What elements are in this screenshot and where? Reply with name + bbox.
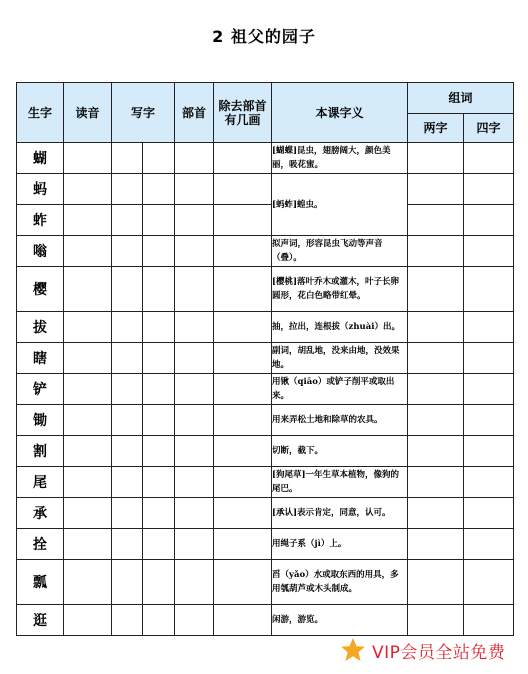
cell-stroke-count[interactable] [214, 529, 272, 560]
cell-stroke-count[interactable] [214, 467, 272, 498]
header-sizi: 四字 [464, 114, 514, 143]
cell-radical[interactable] [175, 267, 214, 312]
cell-writing-2[interactable] [143, 267, 175, 312]
cell-definition: 闲游，游览。 [272, 605, 408, 636]
cell-stroke-count[interactable] [214, 312, 272, 343]
cell-two-char-word[interactable] [408, 467, 464, 498]
cell-radical[interactable] [175, 467, 214, 498]
cell-writing-2[interactable] [143, 174, 175, 205]
cell-four-char-word[interactable] [464, 343, 514, 374]
cell-two-char-word[interactable] [408, 143, 464, 174]
table-row [17, 498, 514, 529]
cell-four-char-word[interactable] [464, 174, 514, 205]
cell-writing-2[interactable] [143, 343, 175, 374]
cell-writing-2[interactable] [143, 560, 175, 605]
cell-writing-2[interactable] [143, 312, 175, 343]
cell-reading[interactable] [64, 205, 112, 236]
cell-radical[interactable] [175, 205, 214, 236]
cell-stroke-count[interactable] [214, 560, 272, 605]
cell-reading[interactable] [64, 312, 112, 343]
cell-writing-1[interactable] [112, 267, 143, 312]
table-row [17, 267, 514, 312]
cell-stroke-count[interactable] [214, 205, 272, 236]
header-chuqu: 除去部首有几画 [214, 83, 272, 143]
cell-character: 蚂 [17, 174, 64, 205]
table-row [17, 312, 514, 343]
cell-character: 蚱 [17, 205, 64, 236]
cell-reading[interactable] [64, 236, 112, 267]
header-xiezi: 写字 [112, 83, 175, 143]
vip-watermark [340, 634, 528, 666]
cell-four-char-word[interactable] [464, 498, 514, 529]
cell-character: 瓢 [17, 560, 64, 605]
table-row [17, 343, 514, 374]
cell-four-char-word[interactable] [464, 267, 514, 312]
cell-two-char-word[interactable] [408, 174, 464, 205]
cell-character: 铲 [17, 374, 64, 405]
cell-two-char-word[interactable] [408, 405, 464, 436]
cell-writing-2[interactable] [143, 436, 175, 467]
cell-two-char-word[interactable] [408, 343, 464, 374]
cell-writing-1[interactable] [112, 498, 143, 529]
cell-character: 尾 [17, 467, 64, 498]
cell-stroke-count[interactable] [214, 374, 272, 405]
header-shengzi: 生字 [17, 83, 64, 143]
table-row [17, 405, 514, 436]
cell-stroke-count[interactable] [214, 236, 272, 267]
cell-definition: [蝴蝶]昆虫，翅膀阔大，颜色美丽，吸花蜜。 [272, 143, 408, 174]
cell-reading[interactable] [64, 498, 112, 529]
cell-writing-2[interactable] [143, 467, 175, 498]
cell-character: 逛 [17, 605, 64, 636]
cell-two-char-word[interactable] [408, 267, 464, 312]
cell-stroke-count[interactable] [214, 174, 272, 205]
table-row [17, 529, 514, 560]
cell-four-char-word[interactable] [464, 143, 514, 174]
vocabulary-table [16, 82, 514, 636]
cell-writing-2[interactable] [143, 498, 175, 529]
cell-writing-2[interactable] [143, 529, 175, 560]
cell-writing-2[interactable] [143, 143, 175, 174]
cell-character: 割 [17, 436, 64, 467]
cell-two-char-word[interactable] [408, 605, 464, 636]
cell-character: 瞎 [17, 343, 64, 374]
cell-reading[interactable] [64, 343, 112, 374]
cell-reading[interactable] [64, 267, 112, 312]
table-row [17, 560, 514, 605]
cell-stroke-count[interactable] [214, 498, 272, 529]
cell-four-char-word[interactable] [464, 374, 514, 405]
cell-four-char-word[interactable] [464, 405, 514, 436]
cell-definition: 用来弄松土地和除草的农具。 [272, 405, 408, 436]
cell-radical[interactable] [175, 529, 214, 560]
cell-writing-1[interactable] [112, 436, 143, 467]
table-row [17, 174, 514, 205]
cell-stroke-count[interactable] [214, 143, 272, 174]
header-bushou: 部首 [175, 83, 214, 143]
cell-two-char-word[interactable] [408, 436, 464, 467]
cell-reading[interactable] [64, 560, 112, 605]
cell-character: 锄 [17, 405, 64, 436]
cell-four-char-word[interactable] [464, 467, 514, 498]
cell-radical[interactable] [175, 560, 214, 605]
cell-reading[interactable] [64, 605, 112, 636]
cell-four-char-word[interactable] [464, 205, 514, 236]
cell-stroke-count[interactable] [214, 605, 272, 636]
cell-reading[interactable] [64, 405, 112, 436]
cell-reading[interactable] [64, 467, 112, 498]
cell-definition: 舀（yǎo）水或取东西的用具，多用瓠葫芦或木头制成。 [272, 560, 408, 605]
cell-writing-1[interactable] [112, 236, 143, 267]
cell-reading[interactable] [64, 529, 112, 560]
cell-stroke-count[interactable] [214, 436, 272, 467]
cell-two-char-word[interactable] [408, 498, 464, 529]
cell-radical[interactable] [175, 174, 214, 205]
cell-radical[interactable] [175, 436, 214, 467]
cell-four-char-word[interactable] [464, 560, 514, 605]
cell-stroke-count[interactable] [214, 405, 272, 436]
cell-character: 樱 [17, 267, 64, 312]
cell-definition: 副词，胡乱地，没来由地，没效果地。 [272, 343, 408, 374]
cell-definition: 抽，拉出，连根拔（zhuài）出。 [272, 312, 408, 343]
cell-writing-1[interactable] [112, 560, 143, 605]
cell-writing-1[interactable] [112, 405, 143, 436]
cell-writing-1[interactable] [112, 343, 143, 374]
table-row [17, 374, 514, 405]
cell-writing-1[interactable] [112, 467, 143, 498]
cell-two-char-word[interactable] [408, 529, 464, 560]
cell-radical[interactable] [175, 405, 214, 436]
cell-writing-1[interactable] [112, 529, 143, 560]
cell-four-char-word[interactable] [464, 436, 514, 467]
cell-definition: [承认]表示肯定，同意，认可。 [272, 498, 408, 529]
cell-definition: 用绳子系（jì）上。 [272, 529, 408, 560]
cell-writing-2[interactable] [143, 205, 175, 236]
cell-writing-2[interactable] [143, 405, 175, 436]
cell-radical[interactable] [175, 498, 214, 529]
cell-stroke-count[interactable] [214, 343, 272, 374]
cell-reading[interactable] [64, 174, 112, 205]
table-row [17, 143, 514, 174]
cell-character: 拔 [17, 312, 64, 343]
header-zuci: 组词 [408, 83, 514, 114]
cell-definition: 切断，截下。 [272, 436, 408, 467]
table-row [17, 205, 514, 236]
cell-writing-1[interactable] [112, 374, 143, 405]
cell-four-char-word[interactable] [464, 605, 514, 636]
cell-definition: 拟声词，形容昆虫飞动等声音（叠）。 [272, 236, 408, 267]
cell-reading[interactable] [64, 374, 112, 405]
cell-four-char-word[interactable] [464, 529, 514, 560]
cell-two-char-word[interactable] [408, 374, 464, 405]
cell-character: 拴 [17, 529, 64, 560]
cell-two-char-word[interactable] [408, 312, 464, 343]
star-icon [340, 637, 366, 663]
cell-writing-1[interactable] [112, 174, 143, 205]
cell-definition: [蚂蚱]蝗虫。 [272, 174, 408, 236]
cell-character: 蝴 [17, 143, 64, 174]
header-benke: 本课字义 [272, 83, 408, 143]
table-row [17, 605, 514, 636]
cell-definition: [狗尾草]一年生草本植物，像狗的尾巴。 [272, 467, 408, 498]
cell-character: 嗡 [17, 236, 64, 267]
cell-reading[interactable] [64, 143, 112, 174]
cell-writing-2[interactable] [143, 374, 175, 405]
cell-four-char-word[interactable] [464, 236, 514, 267]
cell-four-char-word[interactable] [464, 312, 514, 343]
cell-writing-1[interactable] [112, 205, 143, 236]
cell-two-char-word[interactable] [408, 236, 464, 267]
cell-two-char-word[interactable] [408, 560, 464, 605]
table-row [17, 436, 514, 467]
cell-radical[interactable] [175, 312, 214, 343]
table-row [17, 467, 514, 498]
cell-radical[interactable] [175, 374, 214, 405]
cell-radical[interactable] [175, 143, 214, 174]
cell-definition: [樱桃]落叶乔木或灌木，叶子长卵圆形，花白色略带红晕。 [272, 267, 408, 312]
page-title: 2 祖父的园子 [212, 27, 316, 46]
cell-writing-1[interactable] [112, 605, 143, 636]
cell-writing-2[interactable] [143, 605, 175, 636]
cell-radical[interactable] [175, 343, 214, 374]
cell-stroke-count[interactable] [214, 267, 272, 312]
cell-definition: 用锹（qiāo）或铲子削平或取出来。 [272, 374, 408, 405]
cell-writing-1[interactable] [112, 143, 143, 174]
cell-reading[interactable] [64, 436, 112, 467]
table-row [17, 236, 514, 267]
vip-watermark-text: VIP会员全站免费 [372, 642, 506, 663]
cell-character: 承 [17, 498, 64, 529]
header-liangzi: 两字 [408, 114, 464, 143]
cell-two-char-word[interactable] [408, 205, 464, 236]
cell-writing-1[interactable] [112, 312, 143, 343]
cell-radical[interactable] [175, 236, 214, 267]
cell-radical[interactable] [175, 605, 214, 636]
header-duyin: 读音 [64, 83, 112, 143]
cell-writing-2[interactable] [143, 236, 175, 267]
